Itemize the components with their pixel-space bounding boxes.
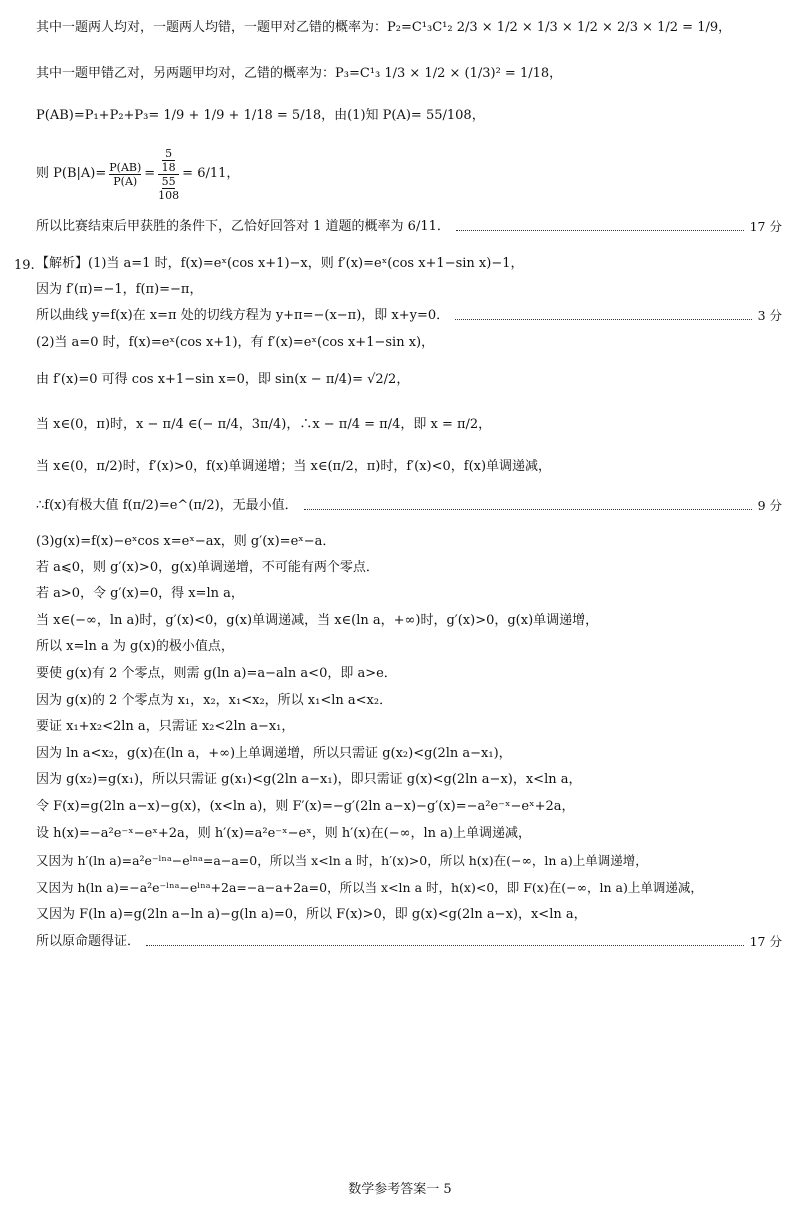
line-19-15 [36,689,782,713]
line-19-19 [36,795,782,819]
score-label: 9 分 [757,498,782,513]
line-19-13 [36,635,782,659]
line-text: 设 h(x)=−a²e⁻ˣ−eˣ+2a，则 h′(x)=a²e⁻ˣ−eˣ，则 h′(x)在(−∞，ln a)上单调递减， [36,826,531,841]
line-19-16 [36,715,782,739]
line-19-22 [36,876,782,900]
line-text: P(AB)=P₁+P₂+P₃= 1/9 + 1/9 + 1/18 = 5/18，由(1)知 P(A)= 55/108， [36,108,485,123]
line-19-18 [36,768,782,792]
pba-den2-top: 55 [161,174,176,188]
dot-leader [455,318,751,320]
line-text: 因为 g(x₂)=g(x₁)，所以只需证 g(x₁)<g(2ln a−x₁)，即只需证 g(x)<g(2ln a−x)，x<ln a， [36,772,582,787]
line-19-12 [36,609,782,633]
line-text: 所以曲线 y=f(x)在 x=π 处的切线方程为 y+π=−(x−π)，即 x+y=0． [36,308,450,323]
line-19-17 [36,742,782,766]
line-19-23 [36,903,782,927]
line-text: 因为 g(x)的 2 个零点为 x₁，x₂，x₁<x₂，所以 x₁<ln a<x₂． [36,693,393,708]
line-19-4 [36,331,782,355]
question-number: 19. [14,258,35,273]
line-text: 若 a>0，令 g′(x)=0，得 x=ln a， [36,586,244,601]
line-19-6 [36,413,782,437]
line-text: 所以原命题得证． [36,934,141,949]
pba-num: P(AB) [109,160,142,174]
line-19-10 [36,556,782,580]
line-text: 又因为 F(ln a)=g(2ln a−ln a)−g(ln a)=0，所以 F(x)>0，即 g(x)<g(2ln a−x)，x<ln a， [36,907,587,922]
line-text: 令 F(x)=g(2ln a−x)−g(x)，(x<ln a)，则 F′(x)=−g′(2ln a−x)−g′(x)=−a²e⁻ˣ−eˣ+2a， [36,799,575,814]
line-pba [36,146,782,202]
line-conclusion-18 [36,215,782,239]
line-text: ∴f(x)有极大值 f(π/2)=e^(π/2)，无最小值． [36,498,298,513]
line-text: 所以比赛结束后甲获胜的条件下，乙恰好回答对 1 道题的概率为 6/11． [36,219,450,234]
line-19-1 [36,252,782,276]
line-text: 其中一题两人均对，一题两人均错，一题甲对乙错的概率为：P₂=C¹₃C¹₂ 2/3 × 1/2 × 1/3 × 1/2 × 2/3 × 1/2 = 1/9， [36,20,732,35]
line-text: 当 x∈(0，π/2)时，f′(x)>0，f(x)单调递增；当 x∈(π/2，π)时，f′(x)<0，f(x)单调递减， [36,459,552,474]
line-19-20 [36,822,782,846]
page-footer: 数学参考答案一 5 [348,1182,452,1197]
line-text: 因为 ln a<x₂，g(x)在(ln a，+∞)上单调递增，所以只需证 g(x₂)<g(2ln a−x₁)， [36,746,512,761]
line-text: 当 x∈(−∞，ln a)时，g′(x)<0，g(x)单调递减，当 x∈(ln a，+∞)时，g′(x)>0，g(x)单调递增， [36,613,599,628]
line-19-5 [36,368,782,392]
dot-leader [456,229,744,231]
line-19-24 [36,930,782,954]
line-p2 [36,16,782,40]
pba-fraction [109,161,141,188]
line-19-21 [36,849,782,873]
pba-num2-bot: 18 [161,160,176,174]
score-label: 17 分 [749,219,782,234]
line-text: (2)当 a=0 时，f(x)=eˣ(cos x+1)，有 f′(x)=eˣ(cos x+1−sin x)， [36,335,435,350]
score-label: 3 分 [757,308,782,323]
line-19-7 [36,455,782,479]
pba-lead: 则 P(B|A)= [36,166,107,181]
line-19-11 [36,582,782,606]
pba-result: = 6/11， [182,166,240,181]
line-text: 其中一题甲错乙对，另两题甲均对，乙错的概率为：P₃=C¹₃ 1/3 × 1/2 × (1/3)² = 1/18， [36,66,563,81]
line-text: 所以 x=ln a 为 g(x)的极小值点， [36,639,234,654]
line-text: 当 x∈(0，π)时，x − π/4 ∈(− π/4，3π/4)，∴x − π/4 = π/4，即 x = π/2， [36,417,492,432]
line-19-8 [36,494,782,518]
dot-leader [146,944,744,946]
line-19-2 [36,278,782,302]
pba-compound-fraction [158,147,179,202]
line-text: (3)g(x)=f(x)−eˣcos x=eˣ−ax，则 g′(x)=eˣ−a． [36,534,336,549]
line-text: 又因为 h′(ln a)=a²e⁻ˡⁿᵃ−eˡⁿᵃ=a−a=0，所以当 x<ln a 时，h′(x)>0，所以 h(x)在(−∞，ln a)上单调递增， [36,853,648,868]
line-19-9 [36,530,782,554]
line-p3 [36,62,782,86]
pba-den2-bot: 108 [158,188,180,202]
line-text: 因为 f′(π)=−1，f(π)=−π， [36,282,203,297]
pba-den: P(A) [113,174,138,188]
line-pab [36,104,782,128]
line-text: 要使 g(x)有 2 个零点，则需 g(ln a)=a−aln a<0，即 a>e． [36,666,397,681]
line-19-3 [36,304,782,328]
line-text: 【解析】(1)当 a=1 时，f(x)=eˣ(cos x+1)−x，则 f′(x)=eˣ(cos x+1−sin x)−1， [36,256,524,271]
line-text: 若 a⩽0，则 g′(x)>0，g(x)单调递增，不可能有两个零点． [36,560,379,575]
line-text: 又因为 h(ln a)=−a²e⁻ˡⁿᵃ−eˡⁿᵃ+2a=−a−a+2a=0，所以当 x<ln a 时，h(x)<0，即 F(x)在(−∞，ln a)上单调递减， [36,880,703,895]
pba-eq: = [144,166,156,181]
line-19-14 [36,662,782,686]
line-text: 要证 x₁+x₂<2ln a，只需证 x₂<2ln a−x₁， [36,719,295,734]
pba-num2-top: 5 [165,146,173,160]
score-label: 17 分 [749,934,782,949]
line-text: 由 f′(x)=0 可得 cos x+1−sin x=0，即 sin(x − π/4)= √2/2， [36,372,410,387]
dot-leader [304,508,752,510]
